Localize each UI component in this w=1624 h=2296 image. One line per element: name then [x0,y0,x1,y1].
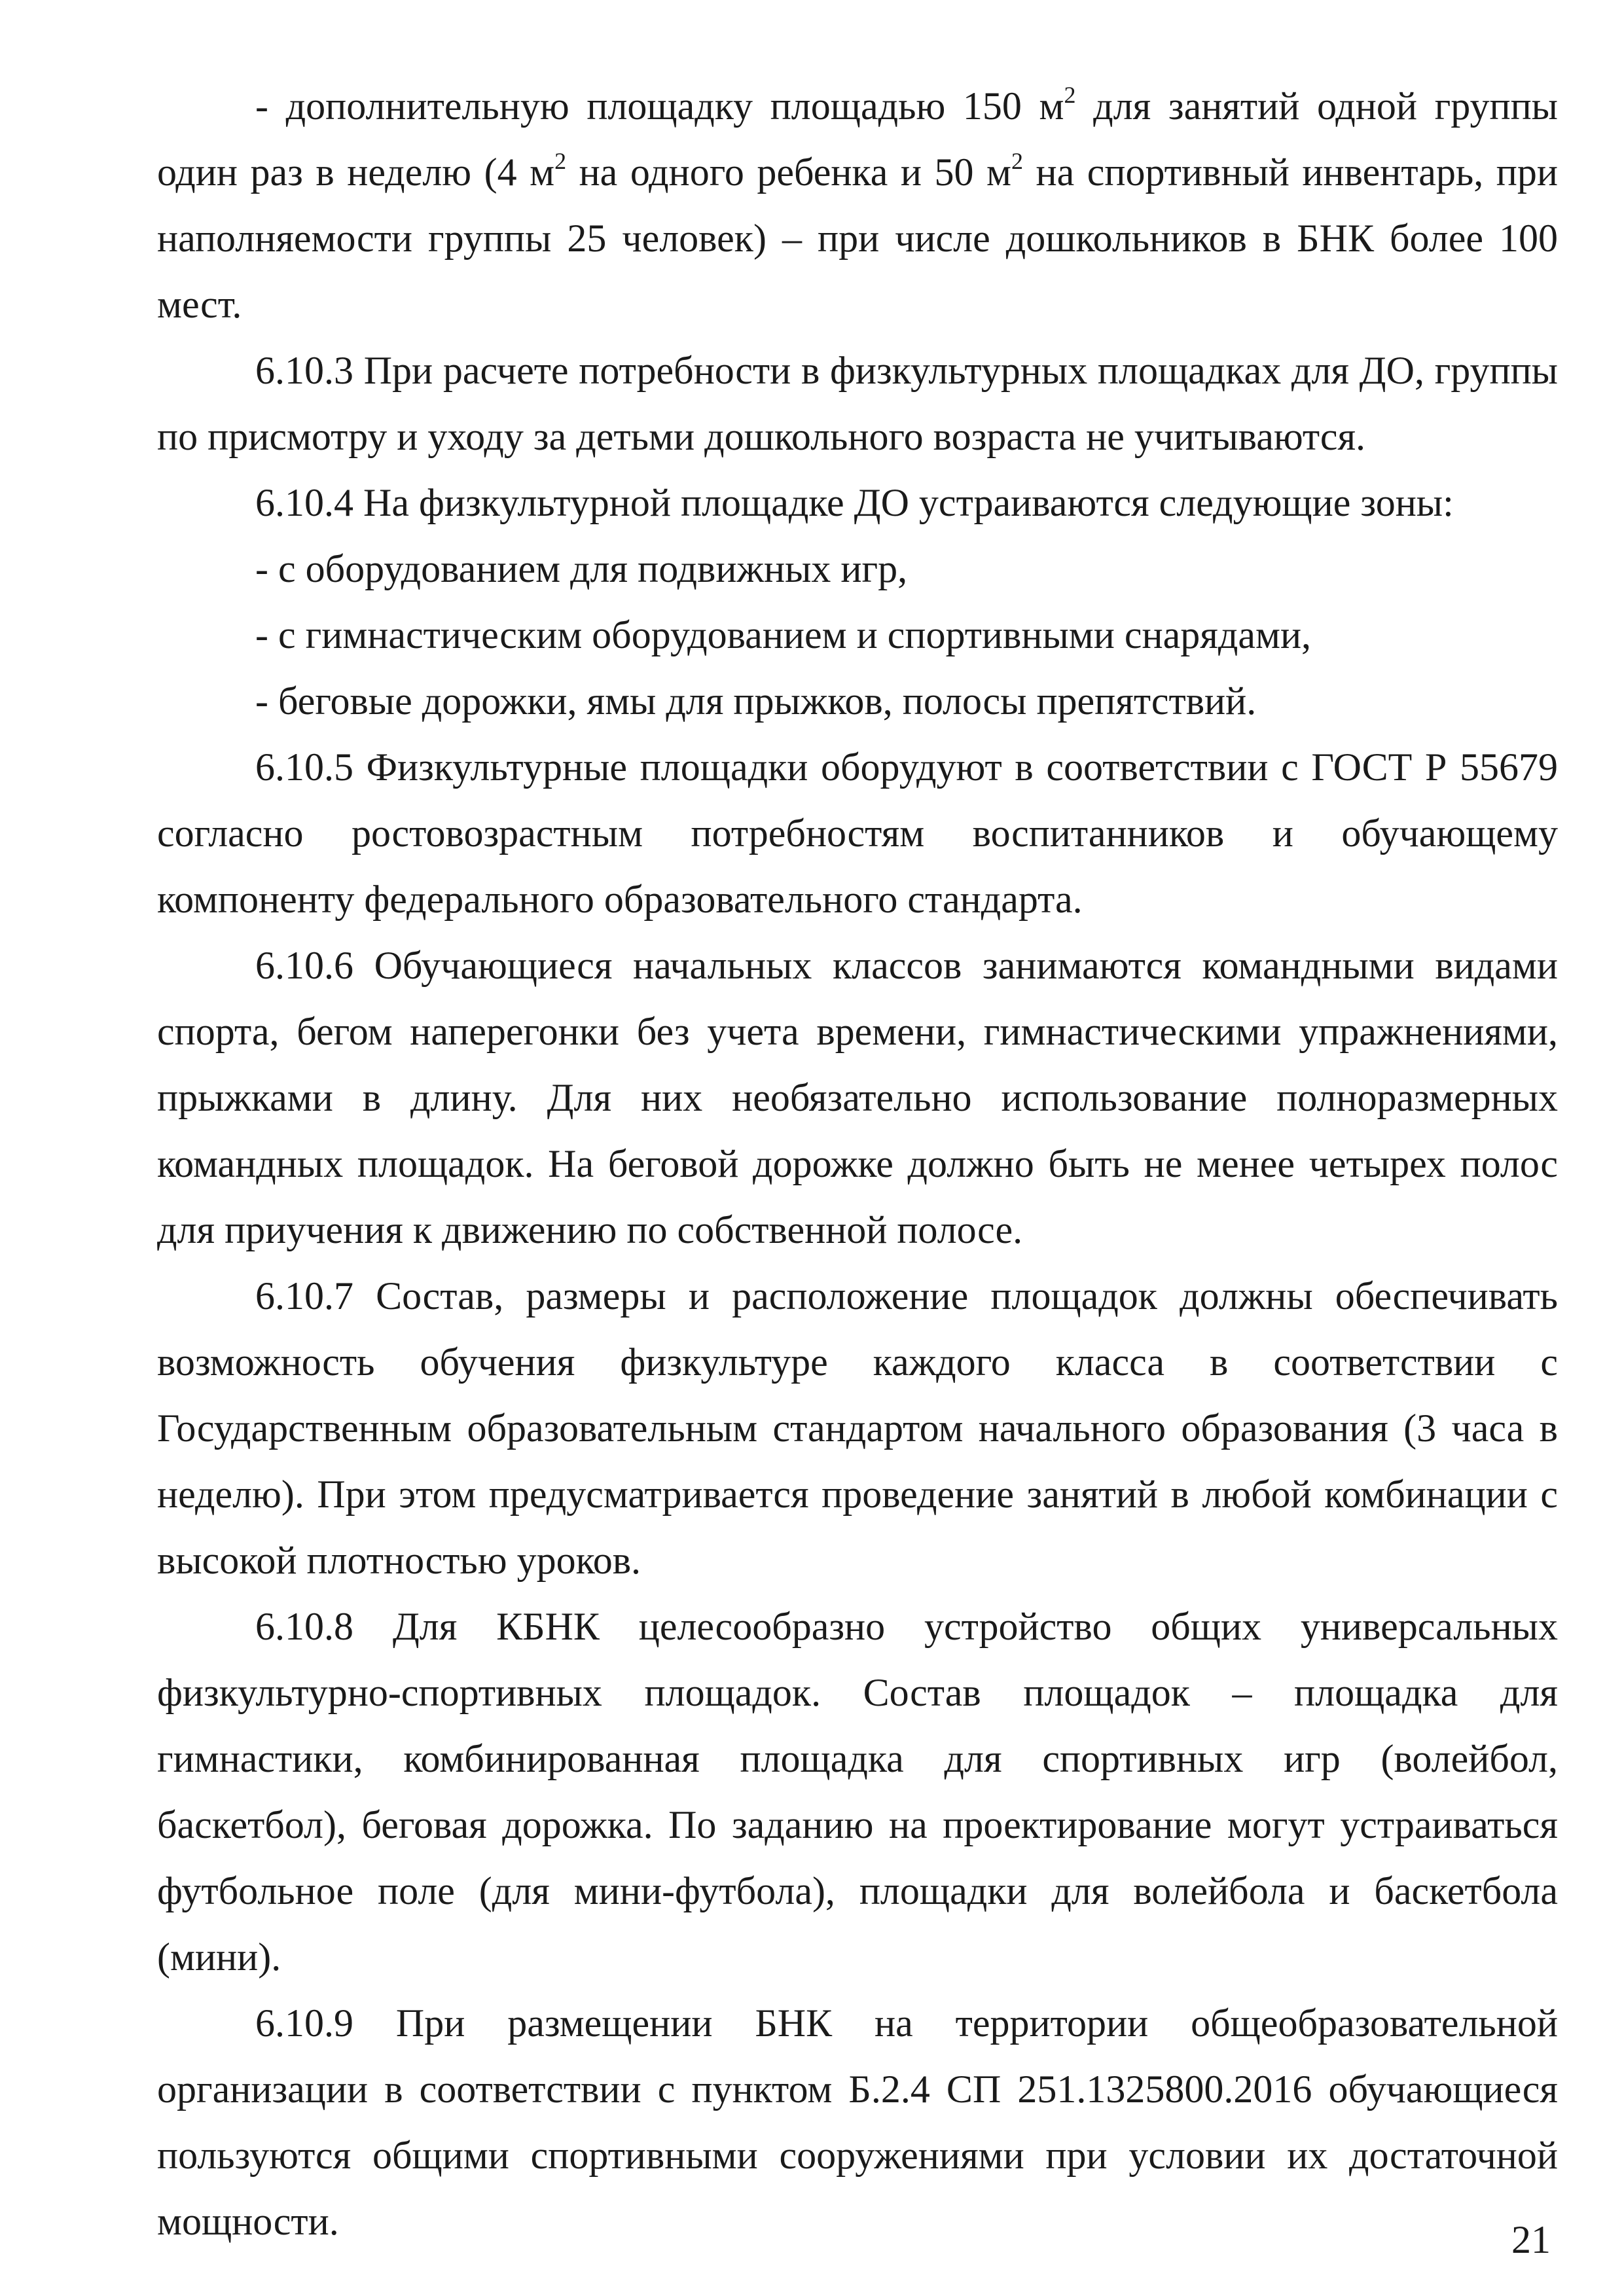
paragraph-6-10-3: 6.10.3 При расчете потребности в физкультурных площадках для ДО, группы по присмотру и уходу за детьми дошкольного возраста не учитываются. [157,349,1558,458]
paragraph-6-10-8: 6.10.8 Для КБНК целесообразно устройство общих универсальных физкультурно-спортивных площадок. Состав площадок – площадка для гимнастики, комбинированная площадка для спортивных игр (волейбол, баскетбол), беговая дорожка. По заданию на проектирование могут устраиваться футбольное поле (для мини-футбола), площадки для волейбола и баскетбола (мини). [157,1605,1558,1979]
paragraph-6-10-5: 6.10.5 Физкультурные площадки оборудуют в соответствии с ГОСТ Р 55679 согласно ростовозрастным потребностям воспитанников и обучающему компоненту федерального образовательного стандарта. [157,745,1558,921]
paragraph-playground-area: - дополнительную площадку площадью 150 $м^2$ для занятий одной группы один раз в неделю (4 $м^2$ на одного ребенка и 50 $м^2$ на спортивный инвентарь, при наполняемости группы 25 человек) – при числе дошкольников в БНК более 100 мест. [157,82,1558,326]
list-item-gymnastics: - с гимнастическим оборудованием и спортивными снарядами, [255,613,1312,656]
paragraph-6-10-7: 6.10.7 Состав, размеры и расположение площадок должны обеспечивать возможность обучения физкультуре каждого класса в соответствии с Государственным образовательным стандартом начального образования (3 часа в неделю). При этом предусматривается проведение занятий в любой комбинации с высокой плотностью уроков. [157,1274,1558,1582]
page-number: 21 [1511,2218,1551,2261]
list-item-mobile-games: - с оборудованием для подвижных игр, [255,547,908,590]
paragraph-6-10-4: 6.10.4 На физкультурной площадке ДО устраиваются следующие зоны: [255,481,1454,524]
paragraph-6-10-6: 6.10.6 Обучающиеся начальных классов занимаются командными видами спорта, бегом наперегонки без учета времени, гимнастическими упражнениями, прыжками в длину. Для них необязательно использование полноразмерных командных площадок. На беговой дорожке должно быть не менее четырех полос для приучения к движению по собственной полосе. [157,944,1558,1251]
paragraph-6-10-9: 6.10.9 При размещении БНК на территории общеобразовательной организации в соответствии с пунктом Б.2.4 СП 251.1325800.2016 обучающиеся пользуются общими спортивными сооружениями при условии их достаточной мощности. [157,2001,1558,2243]
body-text [157,73,1558,2255]
list-item-running-tracks: - беговые дорожки, ямы для прыжков, полосы препятствий. [255,679,1257,723]
